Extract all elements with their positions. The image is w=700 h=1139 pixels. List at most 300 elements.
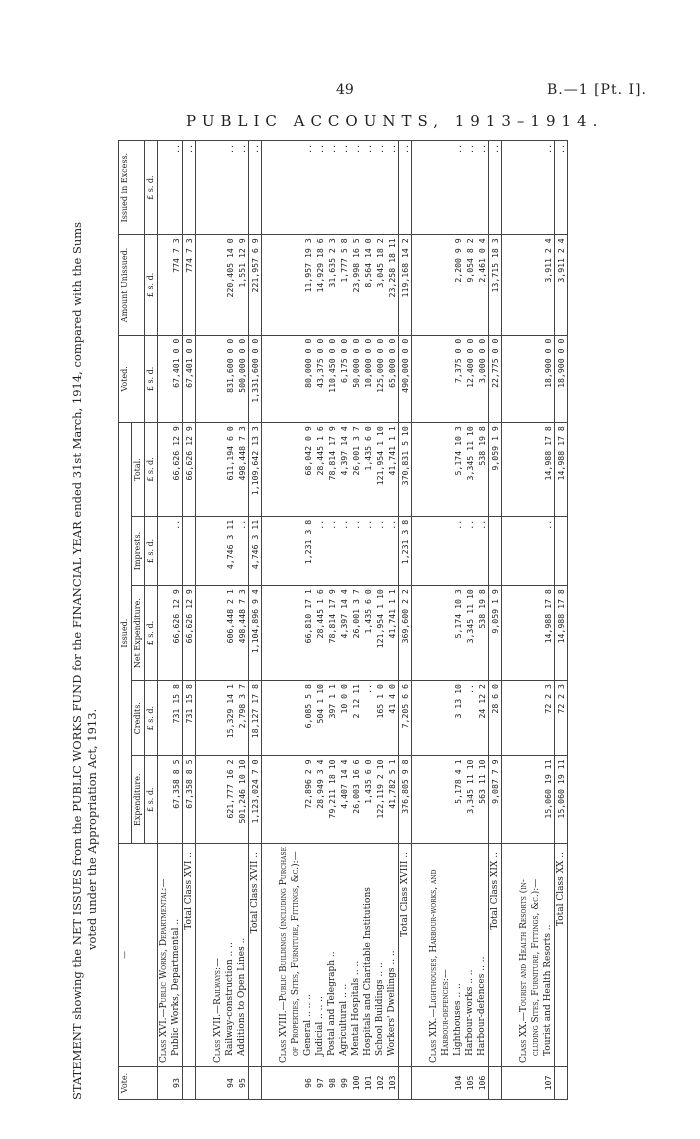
amount-unissued [428,235,440,335]
spacer-row [196,141,213,1100]
amount-net: 14,988 17 8 [555,586,568,681]
amount-exp: 28,949 3 4 [314,756,326,844]
amount-imp: 4,746 3 11 [249,516,262,585]
amount-unissued: 14,929 18 6 [314,235,326,335]
amount-exp: 9,087 7 9 [489,756,502,844]
amount-total: 498,448 7 3 [236,423,249,517]
amount-imp [278,516,290,585]
amount-cred: 731 15 8 [183,681,196,756]
amount-excess: .. [236,141,249,235]
amount-exp: 1,123,024 7 0 [249,756,262,844]
amount-exp: 4,407 14 4 [338,756,350,844]
col-total: Total. [132,423,145,517]
amount-total [518,423,530,517]
amount-net: 1,435 6 0 [362,586,374,681]
col-excess: Issued in Excess. [119,141,145,235]
page-title: PUBLIC ACCOUNTS, 1913–1914. [186,112,604,130]
spacer-row [262,141,279,1100]
amount-total [440,423,452,517]
amount-imp: .. [386,516,399,585]
row-description: Total Class XIX .. [489,844,502,1067]
amount-net: 3,345 11 10 [464,586,476,681]
amount-total: 5,174 10 3 [452,423,464,517]
vote-number: 104 [452,1067,464,1100]
amount-voted [440,335,452,423]
spacer-cell [412,423,429,517]
amount-exp [158,756,171,844]
amount-imp [440,516,452,585]
spacer-cell [412,141,429,235]
table-row [476,141,489,1100]
amount-excess [530,141,542,235]
vote-number [158,1067,171,1100]
amount-unissued [530,235,542,335]
row-description: Total Class XVII .. [249,844,262,1067]
spacer-cell [196,335,213,423]
amount-exp: 376,805 9 8 [399,756,412,844]
table-row [170,141,183,1100]
spacer-cell [196,844,213,1067]
col-description: — [119,844,158,1067]
amount-imp: .. [464,516,476,585]
amount-unissued [158,235,171,335]
table-row [452,141,464,1100]
amount-excess: .. [386,141,399,235]
document-reference: B.—1 [Pt. I]. [547,82,647,98]
spacer-cell [502,141,519,235]
spacer-cell [262,586,279,681]
amount-exp: 15,060 19 11 [555,756,568,844]
spacer-cell [196,681,213,756]
table-row [224,141,236,1100]
amount-net [158,586,171,681]
amount-unissued: 1,777 5 8 [338,235,350,335]
col-imprests: Imprests. [132,516,145,585]
amount-total: 66,626 12 9 [183,423,196,517]
amount-cred [518,681,530,756]
amount-exp: 15,060 19 11 [542,756,555,844]
amount-imp: .. [170,516,183,585]
amount-cred: 6,085 5 8 [302,681,314,756]
vote-number: 105 [464,1067,476,1100]
amount-total: 370,831 5 10 [399,423,412,517]
spacer-cell [196,235,213,335]
amount-unissued: 9,054 8 2 [464,235,476,335]
amount-imp: 1,231 3 8 [399,516,412,585]
amount-cred: 72 2 3 [555,681,568,756]
amount-voted: 65,000 0 0 [386,335,399,423]
amount-net: 78,814 17 9 [326,586,338,681]
spacer-row [502,141,519,1100]
amount-excess [212,141,224,235]
amount-voted: 50,000 0 0 [350,335,362,423]
vote-number: 106 [476,1067,489,1100]
amount-excess: .. [350,141,362,235]
amount-voted [428,335,440,423]
spacer-cell [412,756,429,844]
vote-number [518,1067,530,1100]
table-row [236,141,249,1100]
spacer-cell [262,1067,279,1100]
amount-total: 26,001 3 7 [350,423,362,517]
row-description: Harbour-defences:— [440,844,452,1067]
amount-net: 4,397 14 4 [338,586,350,681]
amount-excess: .. [476,141,489,235]
spacer-cell [262,335,279,423]
col-net: Net Expenditure. [132,586,145,681]
row-description: Class XVIII.—Public Buildings (including Purchase [278,844,290,1067]
amount-cred [212,681,224,756]
amount-total: 9,059 1 9 [489,423,502,517]
total-row [399,141,412,1100]
spacer-cell [412,335,429,423]
amount-imp: 1,231 3 8 [302,516,314,585]
row-description: Class XVI.—Public Works, Departmental:— [158,844,171,1067]
amount-exp: 41,782 5 1 [386,756,399,844]
amount-excess: .. [374,141,386,235]
vote-number [440,1067,452,1100]
unit-lsd: £ s. d. [145,681,158,756]
amount-total [428,423,440,517]
class-heading-row [530,141,542,1100]
row-description: Class XVII.—Railways:— [212,844,224,1067]
vote-number: 97 [314,1067,326,1100]
class-heading-row [158,141,171,1100]
amount-exp: 501,246 10 10 [236,756,249,844]
class-heading-row [518,141,530,1100]
amount-voted: 67,401 0 0 [170,335,183,423]
unit-lsd: £ s. d. [145,756,158,844]
amount-excess: .. [362,141,374,235]
amount-net: 26,001 3 7 [350,586,362,681]
amount-excess [518,141,530,235]
amount-total: 3,345 11 10 [464,423,476,517]
amount-cred [290,681,302,756]
amount-net [440,586,452,681]
amount-unissued: 23,258 18 11 [386,235,399,335]
amount-net [530,586,542,681]
amount-excess: .. [224,141,236,235]
row-description: Additions to Open Lines .. [236,844,249,1067]
vote-number [530,1067,542,1100]
amount-voted: 43,375 0 0 [314,335,326,423]
spacer-cell [502,756,519,844]
row-description: Postal and Telegraph .. [326,844,338,1067]
amount-exp: 122,119 2 10 [374,756,386,844]
spacer-cell [412,516,429,585]
amount-unissued [290,235,302,335]
amount-excess: .. [249,141,262,235]
vote-number: 93 [170,1067,183,1100]
amount-imp [183,516,196,585]
amount-unissued: 119,168 14 2 [399,235,412,335]
amount-cred: 731 15 8 [170,681,183,756]
amount-total: 66,626 12 9 [170,423,183,517]
col-credits: Credits. [132,681,145,756]
amount-net [518,586,530,681]
row-description: Mental Hospitals .. .. [350,844,362,1067]
amount-total [278,423,290,517]
amount-voted: 490,000 0 0 [399,335,412,423]
amount-imp: .. [362,516,374,585]
table-body [158,141,568,1100]
amount-excess: .. [555,141,568,235]
vote-number [290,1067,302,1100]
amount-imp [158,516,171,585]
row-description: Agricultural .. .. [338,844,350,1067]
vote-number: 96 [302,1067,314,1100]
amount-voted [278,335,290,423]
amount-exp: 3,345 11 10 [464,756,476,844]
amount-imp [428,516,440,585]
amount-imp [489,516,502,585]
amount-net: 66,810 17 1 [302,586,314,681]
amount-imp [530,516,542,585]
statement-caption [70,140,100,1100]
spacer-cell [262,681,279,756]
amount-excess: .. [314,141,326,235]
row-description: Total Class XVIII .. [399,844,412,1067]
unit-lsd: £ s. d. [145,141,158,235]
amount-total: 14,988 17 8 [555,423,568,517]
amount-cred: 7,205 6 6 [399,681,412,756]
amount-cred: 28 6 0 [489,681,502,756]
vote-number [399,1067,412,1100]
amount-excess: .. [326,141,338,235]
amount-total: 68,042 0 9 [302,423,314,517]
spacer-cell [502,681,519,756]
row-description: School Buildings .. .. [374,844,386,1067]
row-description: of Properties, Sites, Furniture, Fittings, &c.):— [290,844,302,1067]
amount-imp: .. [314,516,326,585]
amount-net: 28,445 1 6 [314,586,326,681]
amount-imp: .. [452,516,464,585]
amount-imp: .. [476,516,489,585]
vote-number: 94 [224,1067,236,1100]
amount-total [158,423,171,517]
amount-cred [278,681,290,756]
amount-net [290,586,302,681]
amount-exp [530,756,542,844]
spacer-cell [502,423,519,517]
amount-excess: .. [183,141,196,235]
vote-number [249,1067,262,1100]
amount-exp: 26,003 16 6 [350,756,362,844]
vote-number: 98 [326,1067,338,1100]
col-unissued: Amount Unissued. [119,235,145,335]
unit-lsd: £ s. d. [145,335,158,423]
amount-voted: 3,000 0 0 [476,335,489,423]
vote-number [278,1067,290,1100]
amount-voted [530,335,542,423]
amount-excess [290,141,302,235]
table-row [362,141,374,1100]
amount-unissued: 3,045 18 2 [374,235,386,335]
amount-unissued: 31,635 2 3 [326,235,338,335]
amount-net: 121,954 1 10 [374,586,386,681]
amount-unissued: 3,911 2 4 [542,235,555,335]
amount-net: 606,448 2 1 [224,586,236,681]
amount-unissued [440,235,452,335]
amount-unissued: 23,998 16 5 [350,235,362,335]
amount-net [278,586,290,681]
row-description: Public Works, Departmental .. [170,844,183,1067]
amount-excess: .. [170,141,183,235]
amount-imp: .. [374,516,386,585]
total-row [555,141,568,1100]
row-description: Harbour-defences .. .. [476,844,489,1067]
table-row [314,141,326,1100]
amount-cred [428,681,440,756]
amount-excess: .. [338,141,350,235]
amount-total: 4,397 14 4 [338,423,350,517]
amount-total [530,423,542,517]
amount-unissued: 11,957 19 3 [302,235,314,335]
spacer-cell [262,235,279,335]
amount-cred: .. [464,681,476,756]
row-description: Class XX.—Tourist and Health Resorts (in- [518,844,530,1067]
spacer-cell [502,844,519,1067]
table-row [350,141,362,1100]
amount-total: 538 19 8 [476,423,489,517]
vote-number: 95 [236,1067,249,1100]
amount-excess: .. [489,141,502,235]
amount-exp: 79,211 18 10 [326,756,338,844]
amount-unissued: 13,715 18 3 [489,235,502,335]
amount-imp: .. [236,516,249,585]
amount-unissued: 774 7 3 [183,235,196,335]
col-expenditure: Expenditure. [132,756,145,844]
amount-exp: 67,358 8 5 [183,756,196,844]
amount-net: 9,059 1 9 [489,586,502,681]
spacer-cell [196,756,213,844]
amount-cred: 18,127 17 8 [249,681,262,756]
amount-exp: 72,896 2 9 [302,756,314,844]
amount-imp [555,516,568,585]
amount-imp [290,516,302,585]
amount-total: 14,988 17 8 [542,423,555,517]
amount-unissued: 220,405 14 0 [224,235,236,335]
caption-line-1: STATEMENT showing the NET ISSUES from the PUBLIC WORKS FUND for the FINANCIAL YEAR ended 31st March, 1914, compared with the Sums [70,221,84,1100]
amount-excess [428,141,440,235]
amount-cred [158,681,171,756]
spacer-cell [502,335,519,423]
amount-voted: 110,450 0 0 [326,335,338,423]
spacer-cell [262,423,279,517]
row-description: Harbour-works .. .. [464,844,476,1067]
vote-number: 99 [338,1067,350,1100]
amount-voted: 22,775 0 0 [489,335,502,423]
spacer-cell [262,141,279,235]
amount-net: 498,448 7 3 [236,586,249,681]
table-row [326,141,338,1100]
row-description: Tourist and Health Resorts .. [542,844,555,1067]
spacer-row [412,141,429,1100]
amount-cred: 15,329 14 1 [224,681,236,756]
amount-net: 1,104,896 9 4 [249,586,262,681]
amount-net: 41,741 1 1 [386,586,399,681]
amount-total: 611,194 6 0 [224,423,236,517]
spacer-cell [502,1067,519,1100]
amount-unissued: 8,564 14 0 [362,235,374,335]
vote-number: 101 [362,1067,374,1100]
vote-number [555,1067,568,1100]
total-row [183,141,196,1100]
amount-excess [278,141,290,235]
amount-voted: 80,000 0 0 [302,335,314,423]
amount-cred: 397 1 1 [326,681,338,756]
row-description: Judicial .. .. .. [314,844,326,1067]
total-row [489,141,502,1100]
table-row [302,141,314,1100]
amount-cred: 504 1 10 [314,681,326,756]
amount-net: 66,626 12 9 [170,586,183,681]
amount-voted: 1,331,600 0 0 [249,335,262,423]
amount-excess [440,141,452,235]
amount-voted: 831,600 0 0 [224,335,236,423]
amount-total [212,423,224,517]
amount-voted [158,335,171,423]
amount-total [290,423,302,517]
class-heading-row [290,141,302,1100]
amount-cred [440,681,452,756]
amount-imp: .. [338,516,350,585]
table-row [464,141,476,1100]
row-description: Lighthouses .. .. [452,844,464,1067]
col-issued: Issued. [119,423,132,844]
amount-excess [158,141,171,235]
unit-lsd: £ s. d. [145,516,158,585]
class-heading-row [428,141,440,1100]
amount-net: 66,626 12 9 [183,586,196,681]
amount-voted [212,335,224,423]
total-row [249,141,262,1100]
amount-cred: 3 13 10 [452,681,464,756]
rotated-statement [70,140,610,1100]
spacer-cell [412,586,429,681]
amount-exp [518,756,530,844]
amount-imp: .. [350,516,362,585]
amount-exp [440,756,452,844]
amount-voted: 7,375 0 0 [452,335,464,423]
row-description: Class XIX.—Lighthouses, Harbour-works, and [428,844,440,1067]
amount-voted: 67,401 0 0 [183,335,196,423]
vote-number: 103 [386,1067,399,1100]
amount-excess: .. [452,141,464,235]
amount-voted [290,335,302,423]
table-row [542,141,555,1100]
amount-cred: 2,798 3 7 [236,681,249,756]
vote-number [428,1067,440,1100]
amount-exp: 67,358 8 5 [170,756,183,844]
amount-total: 121,954 1 10 [374,423,386,517]
spacer-cell [262,756,279,844]
spacer-cell [196,141,213,235]
spacer-cell [502,586,519,681]
col-voted: Voted. [119,335,145,423]
amount-unissued [212,235,224,335]
amount-voted: 500,000 0 0 [236,335,249,423]
amount-unissued: 221,957 6 9 [249,235,262,335]
amount-net [428,586,440,681]
row-description: Hospitals and Charitable Institutions [362,844,374,1067]
amount-total: 41,741 1 1 [386,423,399,517]
spacer-cell [412,235,429,335]
amount-unissued [518,235,530,335]
amount-exp: 5,178 4 1 [452,756,464,844]
vote-number [212,1067,224,1100]
amount-total: 1,109,642 13 3 [249,423,262,517]
